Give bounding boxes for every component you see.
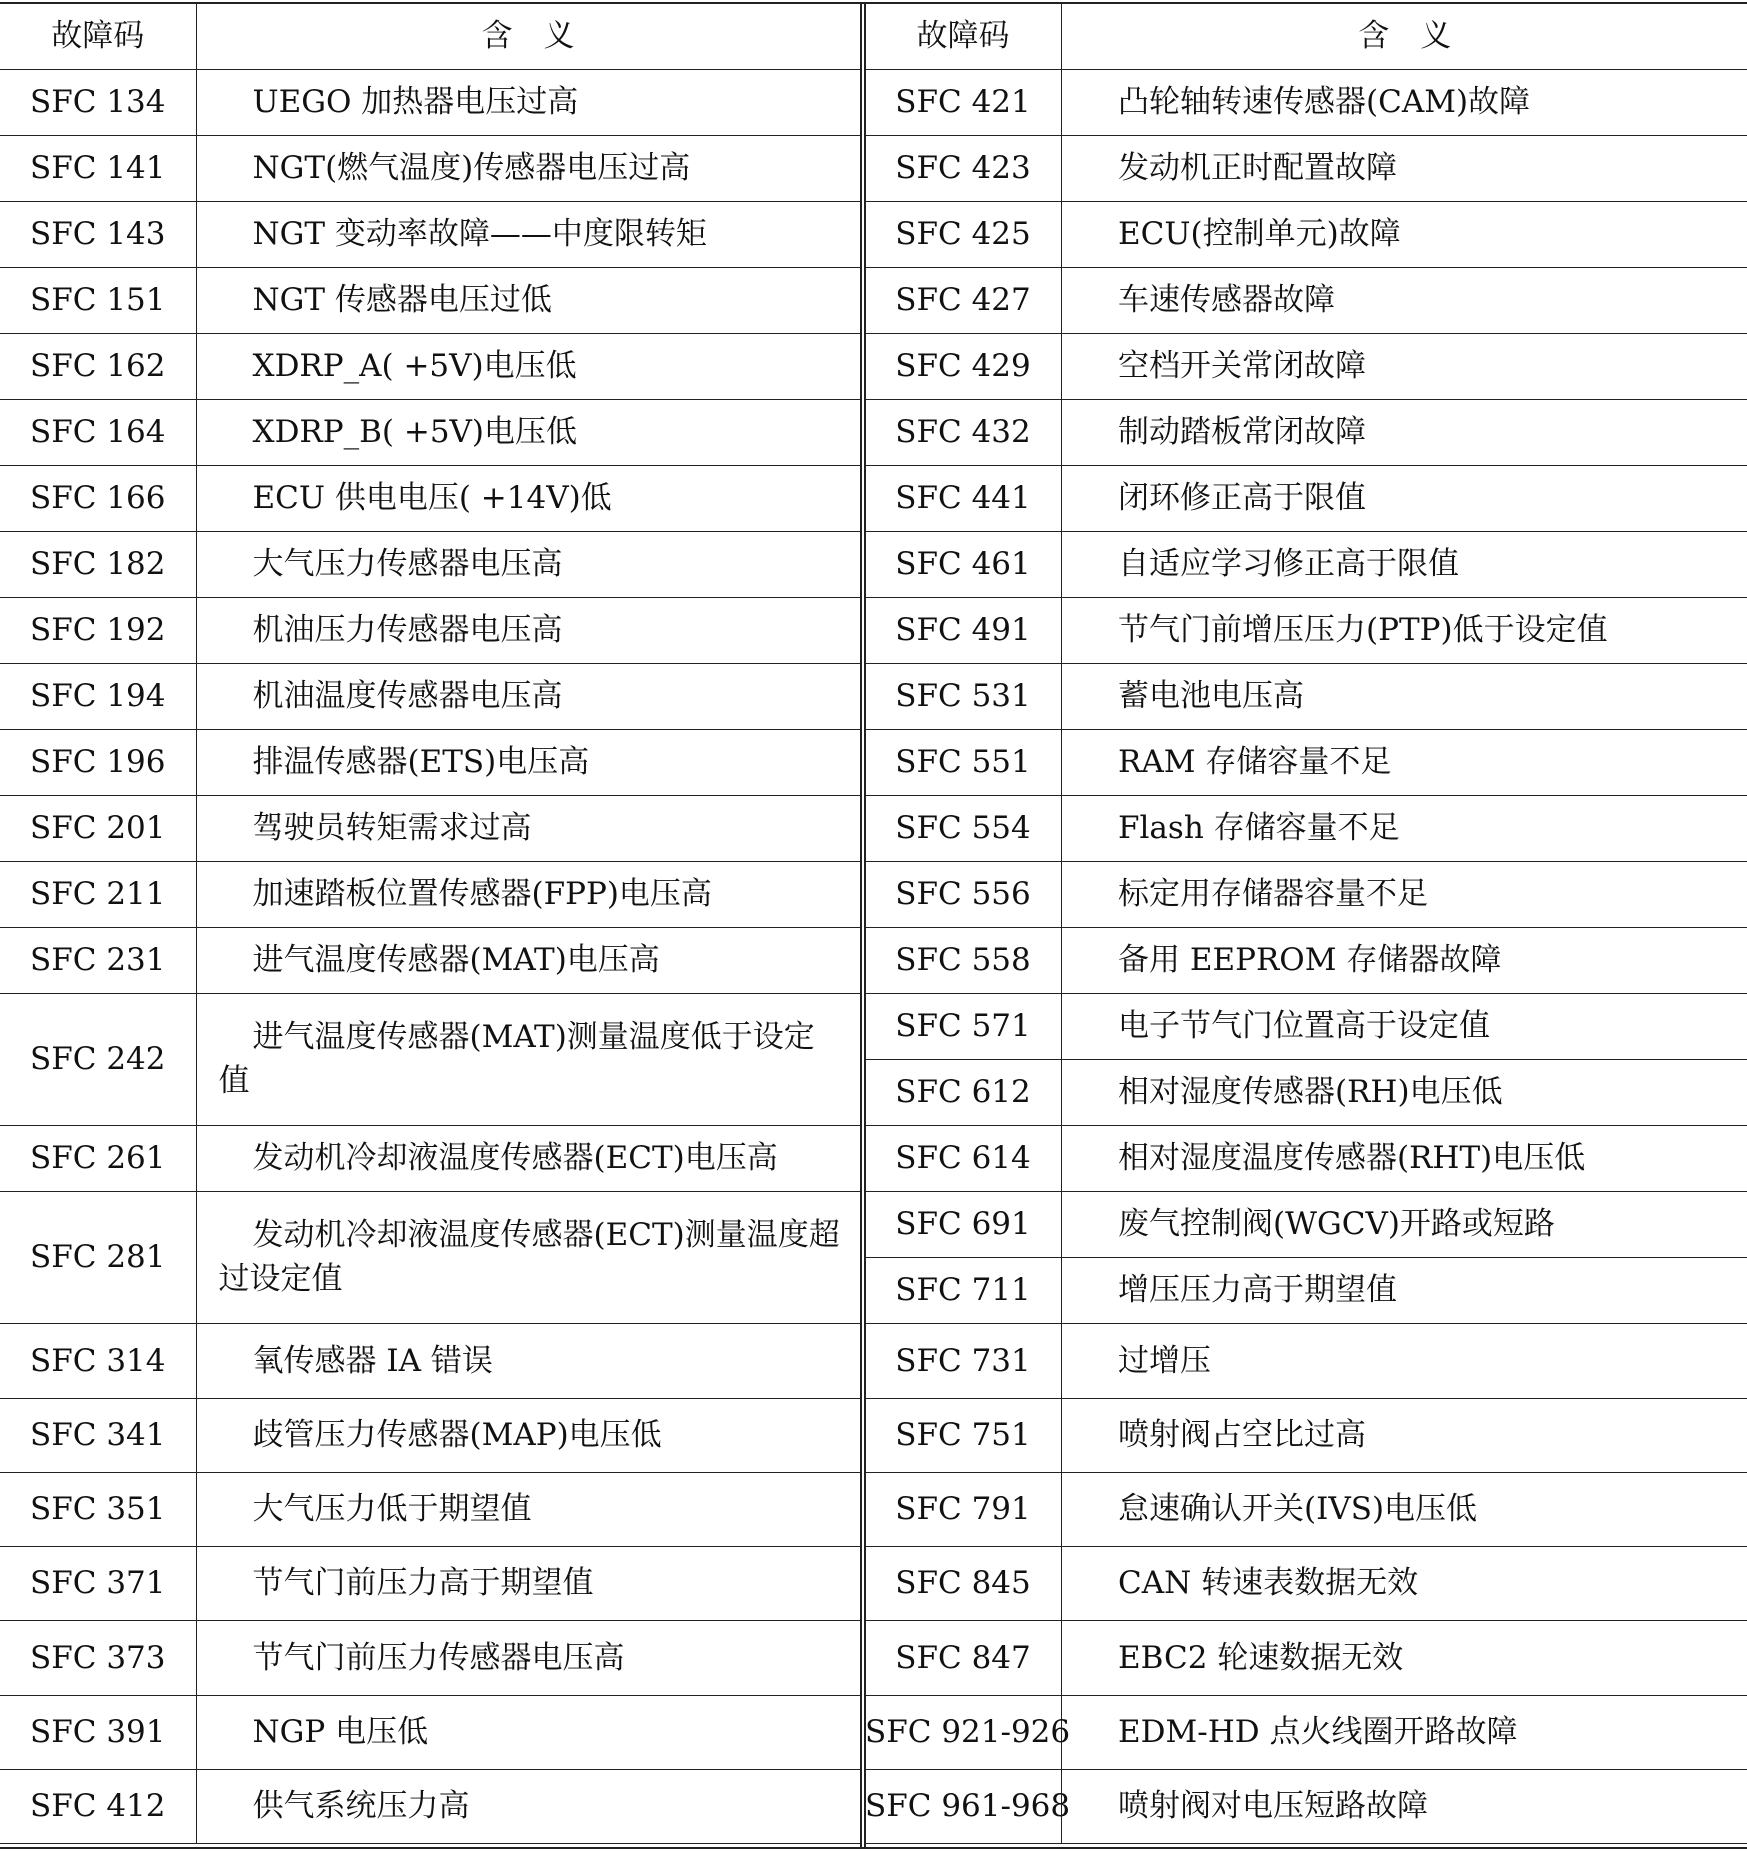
fault-meaning: ECU(控制单元)故障 — [1062, 202, 1747, 268]
fault-code: SFC 412 — [0, 1770, 196, 1844]
fault-code: SFC 281 — [0, 1192, 196, 1324]
table-row — [865, 1126, 1747, 1192]
fault-meaning: CAN 转速表数据无效 — [1062, 1547, 1747, 1621]
table-row — [0, 202, 860, 268]
fault-meaning: EDM-HD 点火线圈开路故障 — [1062, 1696, 1747, 1770]
fault-code: SFC 429 — [865, 334, 1062, 400]
fault-code: SFC 551 — [865, 730, 1062, 796]
table-row — [0, 1621, 860, 1696]
table-row — [865, 1324, 1747, 1399]
fault-code: SFC 847 — [865, 1621, 1062, 1696]
fault-code: SFC 554 — [865, 796, 1062, 862]
table-row — [865, 202, 1747, 268]
fault-code: SFC 845 — [865, 1547, 1062, 1621]
table-row — [865, 532, 1747, 598]
fault-code: SFC 751 — [865, 1399, 1062, 1473]
fault-code: SFC 423 — [865, 136, 1062, 202]
fault-meaning: 发动机冷却液温度传感器(ECT)电压高 — [196, 1126, 860, 1192]
left-table-body — [0, 70, 860, 1844]
fault-meaning: 节气门前压力高于期望值 — [196, 1547, 860, 1621]
fault-code: SFC 201 — [0, 796, 196, 862]
fault-code: SFC 791 — [865, 1473, 1062, 1547]
fault-code: SFC 164 — [0, 400, 196, 466]
fault-meaning: NGP 电压低 — [196, 1696, 860, 1770]
table-row — [0, 1696, 860, 1770]
fault-code: SFC 373 — [0, 1621, 196, 1696]
fault-code: SFC 141 — [0, 136, 196, 202]
table-row — [0, 862, 860, 928]
table-row — [0, 1192, 860, 1324]
fault-meaning: 歧管压力传感器(MAP)电压低 — [196, 1399, 860, 1473]
fault-code: SFC 614 — [865, 1126, 1062, 1192]
fault-meaning: XDRP_B( +5V)电压低 — [196, 400, 860, 466]
fault-meaning: 氧传感器 IA 错误 — [196, 1324, 860, 1399]
table-row — [865, 136, 1747, 202]
right-table-body — [865, 70, 1747, 1844]
fault-meaning: 废气控制阀(WGCV)开路或短路 — [1062, 1192, 1747, 1258]
fault-code: SFC 391 — [0, 1696, 196, 1770]
header-code: 故障码 — [865, 3, 1062, 70]
header-meaning: 含 义 — [196, 3, 860, 70]
table-row — [0, 1399, 860, 1473]
fault-code: SFC 461 — [865, 532, 1062, 598]
header-row — [865, 3, 1747, 70]
fault-code: SFC 491 — [865, 598, 1062, 664]
fault-meaning: 供气系统压力高 — [196, 1770, 860, 1844]
table-row — [865, 1547, 1747, 1621]
table-row — [865, 1473, 1747, 1547]
table-row — [865, 1192, 1747, 1258]
table-row — [0, 466, 860, 532]
fault-meaning: 机油压力传感器电压高 — [196, 598, 860, 664]
fault-meaning: 备用 EEPROM 存储器故障 — [1062, 928, 1747, 994]
table-row — [0, 400, 860, 466]
fault-meaning: XDRP_A( +5V)电压低 — [196, 334, 860, 400]
fault-meaning: 闭环修正高于限值 — [1062, 466, 1747, 532]
table-row — [865, 994, 1747, 1060]
fault-code: SFC 182 — [0, 532, 196, 598]
fault-code: SFC 194 — [0, 664, 196, 730]
fault-meaning: 排温传感器(ETS)电压高 — [196, 730, 860, 796]
fault-code: SFC 341 — [0, 1399, 196, 1473]
right-fault-table — [864, 2, 1747, 1844]
fault-code: SFC 242 — [0, 994, 196, 1126]
table-row — [865, 730, 1747, 796]
header-meaning: 含 义 — [1062, 3, 1747, 70]
fault-meaning: 空档开关常闭故障 — [1062, 334, 1747, 400]
fault-code: SFC 921-926 — [865, 1696, 1062, 1770]
fault-code: SFC 441 — [865, 466, 1062, 532]
table-row — [865, 1770, 1747, 1844]
table-row — [865, 1258, 1747, 1324]
fault-meaning: 进气温度传感器(MAT)测量温度低于设定值 — [196, 994, 860, 1126]
fault-code: SFC 196 — [0, 730, 196, 796]
table-row — [865, 1060, 1747, 1126]
fault-meaning: 发动机冷却液温度传感器(ECT)测量温度超过设定值 — [196, 1192, 860, 1324]
fault-meaning: 节气门前增压压力(PTP)低于设定值 — [1062, 598, 1747, 664]
fault-code: SFC 151 — [0, 268, 196, 334]
fault-meaning: 驾驶员转矩需求过高 — [196, 796, 860, 862]
fault-meaning: 自适应学习修正高于限值 — [1062, 532, 1747, 598]
fault-meaning: 相对湿度传感器(RH)电压低 — [1062, 1060, 1747, 1126]
fault-meaning: NGT 变动率故障——中度限转矩 — [196, 202, 860, 268]
table-row — [865, 466, 1747, 532]
fault-meaning: UEGO 加热器电压过高 — [196, 70, 860, 136]
fault-meaning: EBC2 轮速数据无效 — [1062, 1621, 1747, 1696]
table-row — [0, 1324, 860, 1399]
table-row — [865, 400, 1747, 466]
table-row — [0, 598, 860, 664]
fault-meaning: 大气压力低于期望值 — [196, 1473, 860, 1547]
table-row — [0, 664, 860, 730]
fault-code: SFC 612 — [865, 1060, 1062, 1126]
fault-meaning: Flash 存储容量不足 — [1062, 796, 1747, 862]
fault-code: SFC 261 — [0, 1126, 196, 1192]
table-row — [0, 70, 860, 136]
fault-code: SFC 314 — [0, 1324, 196, 1399]
fault-code: SFC 531 — [865, 664, 1062, 730]
fault-code: SFC 166 — [0, 466, 196, 532]
fault-meaning: 加速踏板位置传感器(FPP)电压高 — [196, 862, 860, 928]
fault-meaning: 发动机正时配置故障 — [1062, 136, 1747, 202]
fault-meaning: 车速传感器故障 — [1062, 268, 1747, 334]
fault-code: SFC 425 — [865, 202, 1062, 268]
fault-code: SFC 558 — [865, 928, 1062, 994]
table-row — [0, 334, 860, 400]
fault-meaning: 过增压 — [1062, 1324, 1747, 1399]
fault-code: SFC 731 — [865, 1324, 1062, 1399]
table-row — [865, 1399, 1747, 1473]
fault-meaning: 机油温度传感器电压高 — [196, 664, 860, 730]
fault-meaning: RAM 存储容量不足 — [1062, 730, 1747, 796]
table-row — [0, 928, 860, 994]
table-row — [0, 1547, 860, 1621]
fault-code: SFC 556 — [865, 862, 1062, 928]
fault-code: SFC 691 — [865, 1192, 1062, 1258]
table-row — [865, 70, 1747, 136]
header-code: 故障码 — [0, 3, 196, 70]
fault-code: SFC 162 — [0, 334, 196, 400]
fault-code: SFC 134 — [0, 70, 196, 136]
table-row — [865, 796, 1747, 862]
fault-code: SFC 432 — [865, 400, 1062, 466]
fault-code: SFC 421 — [865, 70, 1062, 136]
table-row — [0, 1473, 860, 1547]
fault-meaning: 电子节气门位置高于设定值 — [1062, 994, 1747, 1060]
fault-code: SFC 371 — [0, 1547, 196, 1621]
table-row — [865, 928, 1747, 994]
fault-meaning: ECU 供电电压( +14V)低 — [196, 466, 860, 532]
fault-meaning: NGT(燃气温度)传感器电压过高 — [196, 136, 860, 202]
fault-code: SFC 211 — [0, 862, 196, 928]
left-fault-table — [0, 2, 861, 1844]
table-row — [0, 796, 860, 862]
fault-code: SFC 192 — [0, 598, 196, 664]
fault-meaning: 标定用存储器容量不足 — [1062, 862, 1747, 928]
fault-meaning: 喷射阀对电压短路故障 — [1062, 1770, 1747, 1844]
header-row — [0, 3, 860, 70]
fault-meaning: 喷射阀占空比过高 — [1062, 1399, 1747, 1473]
fault-code: SFC 961-968 — [865, 1770, 1062, 1844]
fault-code: SFC 427 — [865, 268, 1062, 334]
table-row — [0, 730, 860, 796]
fault-meaning: 增压压力高于期望值 — [1062, 1258, 1747, 1324]
table-row — [865, 1696, 1747, 1770]
column-divider — [860, 2, 862, 1849]
table-row — [0, 1126, 860, 1192]
fault-meaning: 相对湿度温度传感器(RHT)电压低 — [1062, 1126, 1747, 1192]
table-bottom-rule — [0, 1847, 1747, 1849]
fault-code: SFC 143 — [0, 202, 196, 268]
table-row — [0, 532, 860, 598]
fault-meaning: 节气门前压力传感器电压高 — [196, 1621, 860, 1696]
fault-meaning: 制动踏板常闭故障 — [1062, 400, 1747, 466]
fault-code: SFC 711 — [865, 1258, 1062, 1324]
fault-meaning: 凸轮轴转速传感器(CAM)故障 — [1062, 70, 1747, 136]
fault-code: SFC 231 — [0, 928, 196, 994]
table-row — [865, 664, 1747, 730]
table-row — [865, 334, 1747, 400]
table-row — [865, 1621, 1747, 1696]
fault-code: SFC 351 — [0, 1473, 196, 1547]
fault-meaning: 大气压力传感器电压高 — [196, 532, 860, 598]
fault-meaning: NGT 传感器电压过低 — [196, 268, 860, 334]
fault-meaning: 怠速确认开关(IVS)电压低 — [1062, 1473, 1747, 1547]
fault-meaning: 进气温度传感器(MAT)电压高 — [196, 928, 860, 994]
table-row — [0, 1770, 860, 1844]
table-row — [865, 862, 1747, 928]
table-row — [865, 268, 1747, 334]
fault-code: SFC 571 — [865, 994, 1062, 1060]
fault-meaning: 蓄电池电压高 — [1062, 664, 1747, 730]
table-row — [0, 136, 860, 202]
table-row — [0, 268, 860, 334]
table-row — [865, 598, 1747, 664]
table-row — [0, 994, 860, 1126]
